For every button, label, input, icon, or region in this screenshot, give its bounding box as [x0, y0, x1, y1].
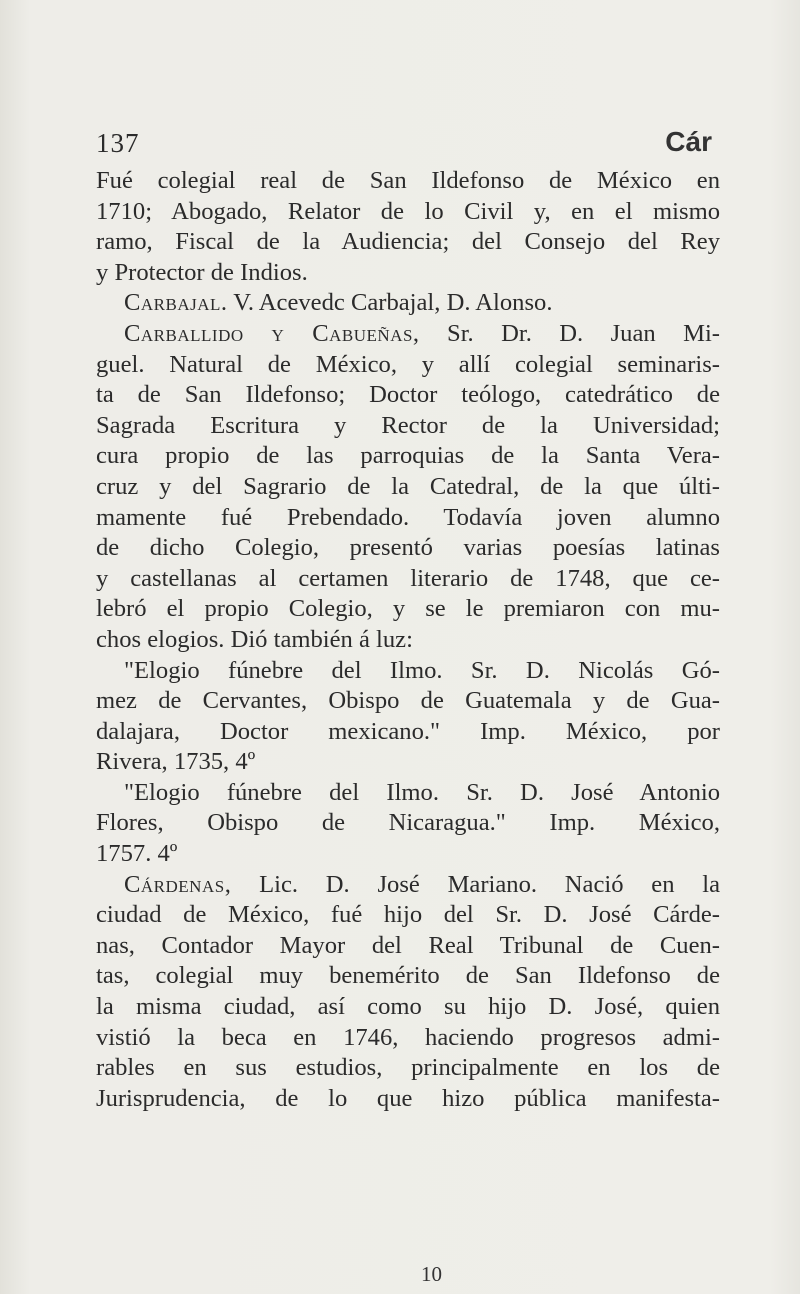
line-text: Rivera, 1735, 4º [96, 748, 256, 776]
line-text: Flores, Obispo de Nicaragua." Imp. México, [96, 809, 720, 837]
text-line [96, 533, 720, 564]
line-text: ramo, Fiscal de la Audiencia; del Consejo del Rey [96, 228, 720, 256]
line-text: mamente fué Prebendado. Todavía joven alumno [96, 503, 720, 531]
signature-mark: 10 [421, 1262, 442, 1286]
line-text: lebró el propio Colegio, y se le premiaron con mu- [96, 595, 720, 623]
line-text: 1710; Abogado, Relator de lo Civil y, en el mismo [96, 197, 720, 225]
line-text: y castellanas al certamen literario de 1748, que ce- [96, 564, 720, 592]
line-text: Sagrada Escritura y Rector de la Universidad; [96, 411, 720, 439]
text-line [96, 472, 720, 503]
line-text: la misma ciudad, así como su hijo D. José, quien [96, 993, 720, 1021]
text-line [96, 747, 720, 778]
line-text: ta de San Ildefonso; Doctor teólogo, catedrático de [96, 381, 720, 409]
line-text: Jurisprudencia, de lo que hizo pública manifesta- [96, 1084, 720, 1112]
body-text [96, 166, 720, 1114]
text-line [96, 961, 720, 992]
text-line [96, 656, 720, 687]
text-line [96, 870, 720, 901]
text-line [96, 717, 720, 748]
text-line [96, 350, 720, 381]
entry-heading: Cárdenas, [124, 870, 232, 898]
text-line [96, 1023, 720, 1054]
text-line [96, 380, 720, 411]
text-line [96, 258, 720, 289]
text-line [96, 839, 720, 870]
line-text: y Protector de Indios. [96, 258, 308, 286]
line-text: guel. Natural de México, y allí colegial seminaris- [96, 350, 720, 378]
line-text: "Elogio fúnebre del Ilmo. Sr. D. Nicolás Gó- [124, 656, 720, 684]
text-line [96, 227, 720, 258]
page-number: 137 [96, 128, 140, 158]
text-line [96, 900, 720, 931]
text-line [96, 411, 720, 442]
text-line [96, 808, 720, 839]
line-text: Fué colegial real de San Ildefonso de México en [96, 167, 720, 194]
line-text: tas, colegial muy benemérito de San Ildefonso de [96, 962, 720, 990]
running-head [96, 128, 712, 168]
line-text: cura propio de las parroquias de la Santa Vera- [96, 442, 720, 470]
entry-heading: Carbajal. [124, 289, 228, 317]
text-line [96, 1084, 720, 1115]
text-line [96, 686, 720, 717]
text-line [96, 197, 720, 228]
line-text: rables en sus estudios, principalmente en los de [96, 1054, 720, 1082]
text-line [96, 1053, 720, 1084]
text-line [96, 503, 720, 534]
text-line [96, 625, 720, 656]
line-text: vistió la beca en 1746, haciendo progresos admi- [96, 1023, 720, 1051]
text-line [96, 288, 720, 319]
text-line [96, 319, 720, 350]
line-text: ciudad de México, fué hijo del Sr. D. José Cárde- [96, 901, 720, 929]
line-text: 1757. 4º [96, 840, 178, 868]
text-line [96, 564, 720, 595]
text-line [96, 441, 720, 472]
line-text: mez de Cervantes, Obispo de Guatemala y de Gua- [96, 687, 720, 715]
line-text: V. Acevedc Carbajal, D. Alonso. [227, 289, 553, 317]
text-line [96, 778, 720, 809]
text-line [96, 594, 720, 625]
entry-heading: Carballido y Cabueñas, [124, 319, 420, 347]
line-text: nas, Contador Mayor del Real Tribunal de Cuen- [96, 931, 720, 959]
line-text: chos elogios. Dió también á luz: [96, 625, 413, 653]
line-text: "Elogio fúnebre del Ilmo. Sr. D. José Antonio [124, 778, 720, 806]
text-line [96, 166, 720, 197]
line-text: Sr. Dr. D. Juan Mi- [419, 319, 721, 347]
line-text: Lic. D. José Mariano. Nació en la [231, 870, 720, 898]
text-line [96, 931, 720, 962]
line-text: cruz y del Sagrario de la Catedral, de la que últi- [96, 472, 720, 500]
line-text: dalajara, Doctor mexicano." Imp. México, por [96, 717, 720, 745]
line-text: de dicho Colegio, presentó varias poesías latinas [96, 534, 720, 562]
running-header-word: Cár [665, 126, 712, 157]
text-line [96, 992, 720, 1023]
